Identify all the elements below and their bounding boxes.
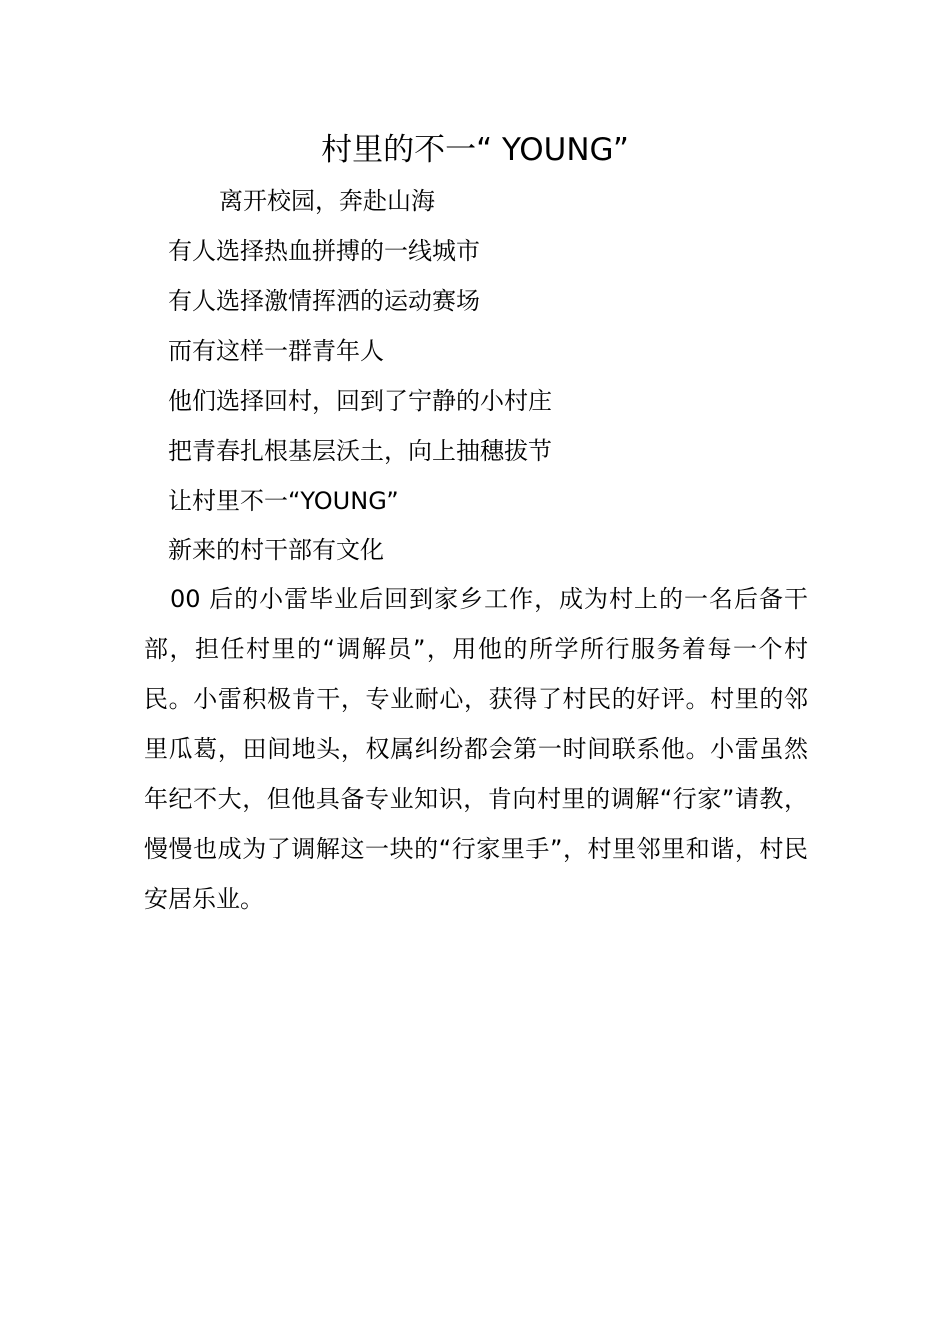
section-heading: 新来的村干部有文化 — [168, 536, 384, 564]
text-line: 把青春扎根基层沃土，向上抽穗拔节 — [168, 437, 552, 465]
text-line: 让村里不一“YOUNG” — [168, 487, 399, 515]
document-title: 村里的不一“ YOUNG” — [321, 132, 629, 168]
body-paragraph: 00 后的小雷毕业后回到家乡工作，成为村上的一名后备干部，担任村里的“调解员”，用他的所学所行服务着每一个村民。小雷积极肯干，专业耐心，获得了村民的好评。村里的邻里瓜葛，田间地头，权属纠纷都会第一时间联系他。小雷虽然年纪不大，但他具备专业知识，肯向村里的调解“行家”请教，慢慢也成为了调解这一块的“行家里手”，村里邻里和谐，村民安居乐业。 — [144, 585, 808, 913]
text-line: 离开校园，奔赴山海 — [219, 187, 435, 215]
text-line: 他们选择回村，回到了宁静的小村庄 — [168, 387, 552, 415]
text-line: 而有这样一群青年人 — [168, 337, 384, 365]
text-line: 有人选择激情挥洒的运动赛场 — [168, 287, 480, 315]
text-line: 有人选择热血拼搏的一线城市 — [168, 237, 480, 265]
